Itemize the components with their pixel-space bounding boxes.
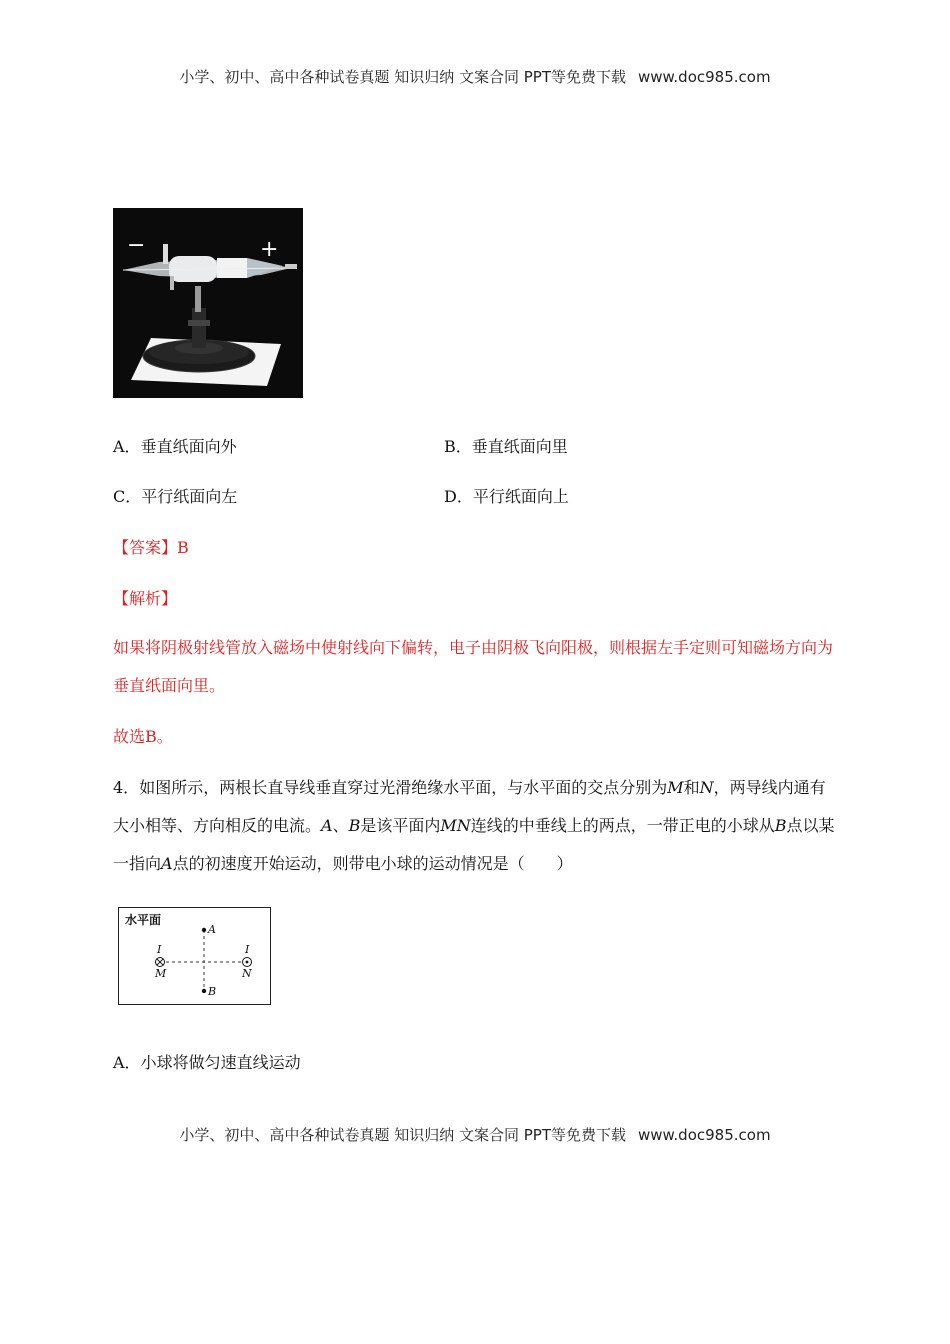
option-letter: A． [113,1053,141,1072]
footer-text: 小学、初中、高中各种试卷真题 知识归纳 文案合同 PPT等免费下载 [179,1126,626,1144]
stem-var: N [699,778,714,797]
q3-option-b[interactable] [444,437,568,457]
stem-text: 点以某一指向 [113,816,835,873]
option-letter: B． [444,437,472,456]
current-left-label: I [157,943,162,956]
stem-var: M [667,778,684,797]
q4-option-a[interactable] [113,1053,301,1073]
q3-option-c[interactable] [113,487,237,507]
point-a-dot [202,928,206,932]
page-header [0,66,950,87]
option-letter: A． [113,437,141,456]
diagram-title: 水平面 [125,913,162,927]
stem-text: 、 [332,816,349,835]
stem-var: B [774,816,787,835]
label-n: N [242,967,252,980]
stem-var: MN [440,816,471,835]
option-text: 平行纸面向左 [141,487,238,506]
minus-sign: − [127,233,146,258]
option-text: 小球将做匀速直线运动 [140,1053,301,1072]
q3-option-d[interactable] [444,487,569,507]
q4-number: 4． [113,778,140,797]
stem-text: 连线的中垂线上的两点，一带正电的小球从 [470,816,775,835]
option-letter: D． [444,487,473,506]
q3-option-a[interactable] [113,437,237,457]
stem-text: 是该平面内 [360,816,441,835]
wire-m-into-page-icon [156,958,165,967]
stem-text: 点的初速度开始运动，则带电小球的运动情况是（ ） [172,854,573,873]
option-text: 平行纸面向上 [472,487,569,506]
current-right-label: I [245,943,250,956]
page-footer [0,1124,950,1145]
answer-label: 【答案】 [113,538,178,557]
wire-diagram [118,907,271,1005]
option-text: 垂直纸面向外 [140,437,237,456]
label-m: M [155,967,167,980]
analysis-label: 【解析】 [113,589,178,608]
analysis-text: 如果将阴极射线管放入磁场中使射线向下偏转，电子由阴极飞向阳极，则根据左手定则可知磁场方向为垂直纸面向里。 [113,638,834,695]
stem-var: B [348,816,361,835]
answer-line [113,538,189,558]
stem-text: 如图所示，两根长直导线垂直穿过光滑绝缘水平面，与水平面的交点分别为 [139,778,668,797]
cathode-ray-tube-photo [113,208,303,398]
wire-n-out-of-page-icon [243,958,252,967]
option-letter: C． [113,487,142,506]
option-text: 垂直纸面向里 [471,437,568,456]
stem-var: A [321,816,333,835]
point-b-dot [202,989,206,993]
stem-text: 和 [683,778,700,797]
header-text: 小学、初中、高中各种试卷真题 知识归纳 文案合同 PPT等免费下载 [179,68,626,86]
label-a: A [208,923,216,936]
plus-sign: + [260,237,279,262]
header-url[interactable]: www.doc985.com [637,68,771,86]
footer-url[interactable]: www.doc985.com [637,1126,771,1144]
stem-var: A [161,854,173,873]
stem-text: ，两导线内通有大小相等、方向相反的电流。 [113,778,826,835]
label-b: B [208,985,217,998]
answer-value: B [177,538,189,557]
conclusion-text: 故选B。 [113,727,173,746]
q4-stem [113,769,835,883]
